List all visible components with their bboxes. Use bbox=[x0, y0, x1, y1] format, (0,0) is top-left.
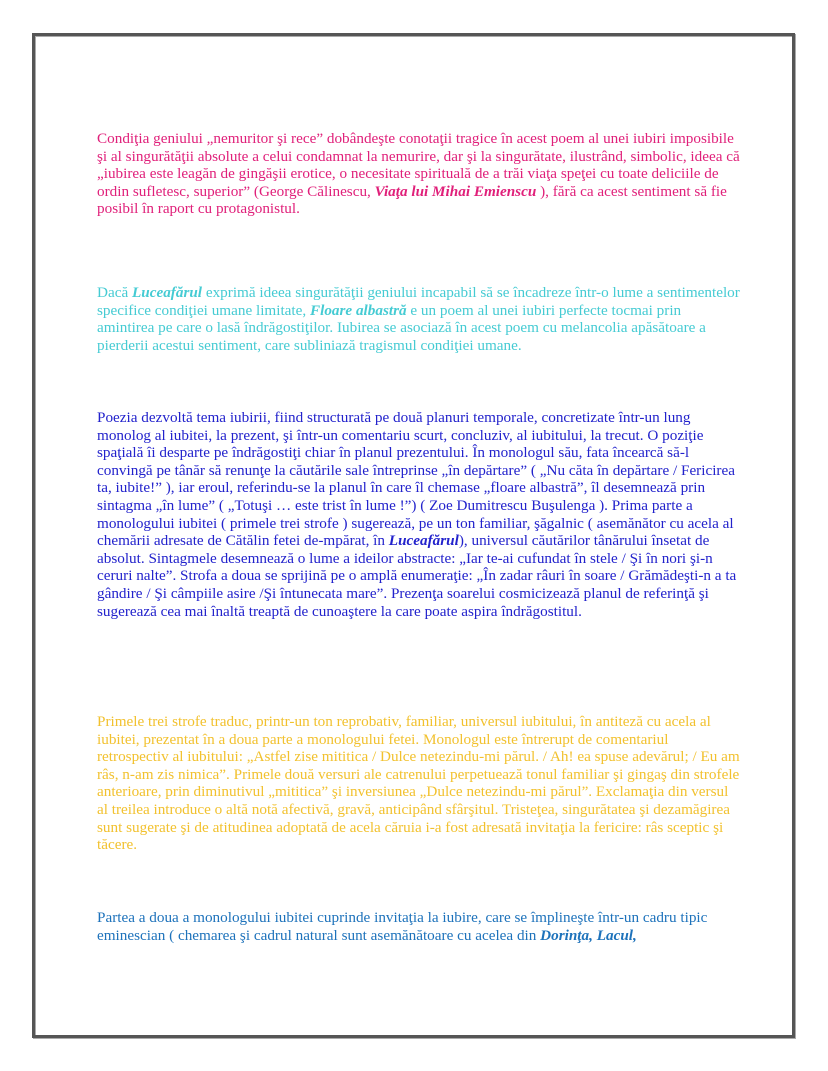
text: Poezia dezvoltă tema iubirii, fiind structurată pe două planuri temporale, concretizate într-un lung monolog al iubitei, la prezent, şi într-un comentariu scurt, concluziv, al iubitului, la trecut. O poziţie spaţială îi desparte pe îndrăgostiţi chiar în planul prezentului. În monologul său, fata încearcă să-l convingă pe tânăr să renunţe la căutările sale întreprinse „în depărtare” ( „Nu căta în depărtare / Fericirea ta, iubite!” ), iar eroul, referindu-se la planul în care îl chemase „floare albastră”, îl desemnează prin sintagma „în lume” ( „Totuşi … este trist în lume !”) ( Zoe Dumitrescu Buşulenga ). Prima parte a monologului iubitei ( primele trei strofe ) sugerează, pe un ton familiar, şăgalnic ( asemănător cu acela al chemării adresate de Cătălin fetei de-mpărat, în bbox=[97, 409, 735, 550]
title-luceafarul: Luceafărul bbox=[388, 532, 459, 550]
title-floare-albastra: Floare albastră bbox=[309, 301, 407, 319]
paragraph-primele-strofe bbox=[97, 713, 742, 854]
title-dorinta: Dorinţa bbox=[540, 926, 590, 944]
text: ), universul căutărilor tânărului însetat de absolut. Sintagmele desemnează o lume a ideilor abstracte: „Iar te-ai cufundat în stele / Şi în nori şi-n ceruri nalte”. Strofa a doua se sprijină pe o amplă enumeraţie: „În zadar râuri în soare / Grămădeşti-n a ta gândire / Şi câmpiile asire /Şi întunecata mare”. Prezenţa soarelui cosmicizează planul de referinţă şi sugerează cea mai înaltă treaptă de cunoaştere la care poate aspira îndrăgostitul. bbox=[97, 532, 737, 620]
paragraph-tema-iubirii bbox=[97, 409, 742, 620]
separator: , bbox=[589, 926, 597, 944]
text: ), fără ca acest sentiment să fie posibil în raport cu protagonistul. bbox=[97, 182, 727, 218]
title-viata-lui-eminescu: Viaţa lui Mihai Emienscu bbox=[374, 182, 537, 200]
paragraph-floare-albastra bbox=[97, 284, 742, 354]
paragraph-geniu bbox=[97, 130, 742, 218]
paragraph-partea-a-doua bbox=[97, 909, 742, 944]
text: exprimă ideea singurătăţii geniului incapabil să se încadreze într-o lume a sentimentelor specifice condiţiei umane limitate, bbox=[97, 284, 740, 319]
title-luceafarul: Luceafărul bbox=[132, 284, 203, 301]
text: e un poem al unei iubiri perfecte tocmai prin amintirea pe care o lasă îndrăgostiţilor. Iubirea se asociază în acest poem cu melancolia apăsătoare a pierderii acestui sentiment, care subliniază tragismul condiţiei umane. bbox=[97, 301, 706, 354]
text: Condiţia geniului „nemuritor şi rece” dobândeşte conotaţii tragice în acest poem al unei iubiri imposibile şi al singurătăţii absolute a celui condamnat la nemurire, dar şi la singurătate, ilustrând, simbolic, ideea că „iubirea este leagăn de gingăşii erotice, o necesitate spirituală de a trăi viaţa speţei cu toate deliciile de ordin sufletesc, superior” (George Călinescu, bbox=[97, 130, 740, 200]
text: Primele trei strofe traduc, printr-un ton reprobativ, familiar, universul iubitului, în antiteză cu acela al iubitei, prezentat în a doua parte a monologului fetei. Monologul este întrerupt de comentariul retrospectiv al iubitului: „Astfel zise mititica / Dulce netezindu-mi părul. / Ah! ea spuse adevărul; / Eu am râs, n-am zis nimica”. Primele două versuri ale catrenului perpetuează tonul familiar şi gingaş din strofele anterioare, prin diminutivul „mititica” şi inversiunea „Dulce netezindu-mi părul”. Exclamaţia din versul al treilea introduce o altă notă afectivă, gravă, anticipând sfârşitul. Tristeţea, singurătatea şi dezamăgirea sunt sugerate şi de atitudinea adoptată de acela căruia i-a fost adresată invitaţia la fericire: râs sceptic şi tăcere. bbox=[97, 713, 740, 854]
separator: , bbox=[633, 926, 637, 944]
text: Dacă bbox=[97, 284, 132, 301]
title-lacul: Lacul bbox=[596, 926, 633, 944]
text: Partea a doua a monologului iubitei cuprinde invitaţia la iubire, care se împlineşte într-un cadru tipic eminescian ( chemarea şi cadrul natural sunt asemănătoare cu acelea din bbox=[97, 909, 708, 944]
